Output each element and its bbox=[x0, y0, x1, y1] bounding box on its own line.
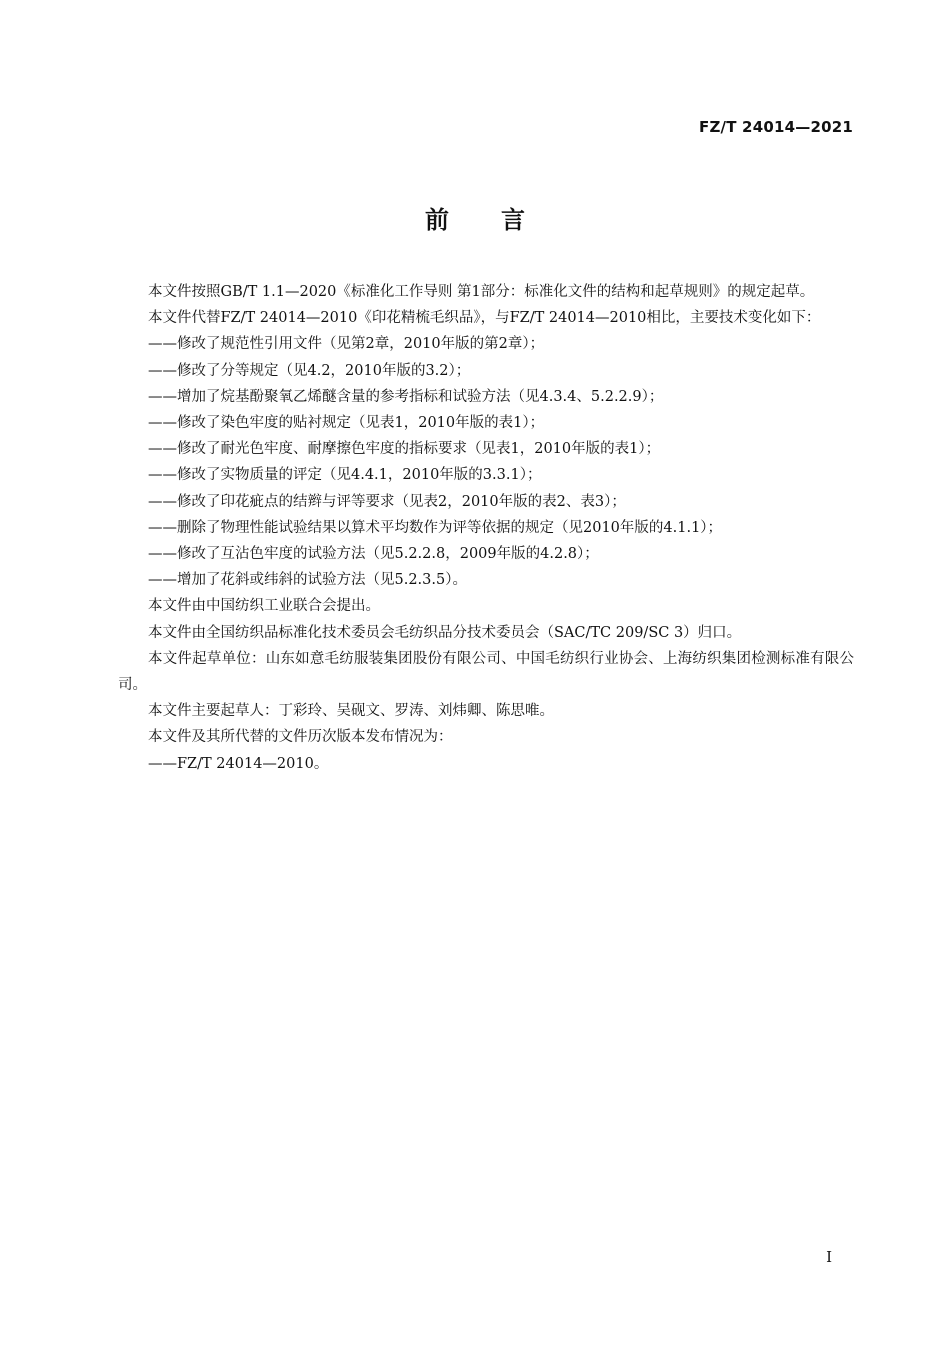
change-item: ——删除了物理性能试验结果以算术平均数作为评等依据的规定（见2010年版的4.1.1）； bbox=[148, 519, 723, 536]
paragraph-drafters: 本文件主要起草人：丁彩玲、吴砚文、罗涛、刘炜卿、陈思唯。 bbox=[148, 703, 554, 720]
page-number: I bbox=[826, 1248, 832, 1266]
history-item: ——FZ/T 24014—2010。 bbox=[148, 755, 329, 772]
page-title: 前言 bbox=[425, 206, 577, 234]
change-item: ——修改了互沾色牢度的试验方法（见5.2.2.8，2009年版的4.2.8）； bbox=[148, 546, 599, 563]
change-item: ——修改了实物质量的评定（见4.4.1，2010年版的3.3.1）； bbox=[148, 467, 542, 484]
paragraph-replacement: 本文件代替FZ/T 24014—2010《印花精梳毛织品》，与FZ/T 24014—2010相比，主要技术变化如下： bbox=[148, 310, 821, 327]
change-item: ——增加了花斜或纬斜的试验方法（见5.2.3.5）。 bbox=[148, 572, 467, 589]
change-item: ——修改了印花疵点的结辫与评等要求（见表2，2010年版的表2、表3）； bbox=[148, 493, 626, 510]
change-item: ——修改了分等规定（见4.2，2010年版的3.2）； bbox=[148, 362, 471, 379]
document-code: FZ/T 24014—2021 bbox=[699, 118, 853, 136]
change-item: ——修改了规范性引用文件（见第2章，2010年版的第2章）； bbox=[148, 336, 545, 353]
paragraph-drafting-rules: 本文件按照GB/T 1.1—2020《标准化工作导则 第1部分：标准化文件的结构和起草规则》的规定起草。 bbox=[148, 284, 815, 300]
change-item: ——修改了染色牢度的贴衬规定（见表1，2010年版的表1）； bbox=[148, 415, 545, 432]
paragraph-version-history: 本文件及其所代替的文件历次版本发布情况为： bbox=[148, 729, 453, 746]
change-item: ——修改了耐光色牢度、耐摩擦色牢度的指标要求（见表1，2010年版的表1）； bbox=[148, 441, 661, 458]
change-item: ——增加了烷基酚聚氧乙烯醚含量的参考指标和试验方法（见4.3.4、5.2.2.9）； bbox=[148, 388, 664, 405]
foreword-body bbox=[118, 279, 854, 777]
paragraph-proposer: 本文件由中国纺织工业联合会提出。 bbox=[148, 598, 380, 615]
paragraph-administrator: 本文件由全国纺织品标准化技术委员会毛纺织品分技术委员会（SAC/TC 209/SC 3）归口。 bbox=[148, 624, 742, 641]
paragraph-drafting-units: 本文件起草单位：山东如意毛纺服装集团股份有限公司、中国毛纺织行业协会、上海纺织集团检测标准有限公司。 bbox=[118, 650, 854, 694]
